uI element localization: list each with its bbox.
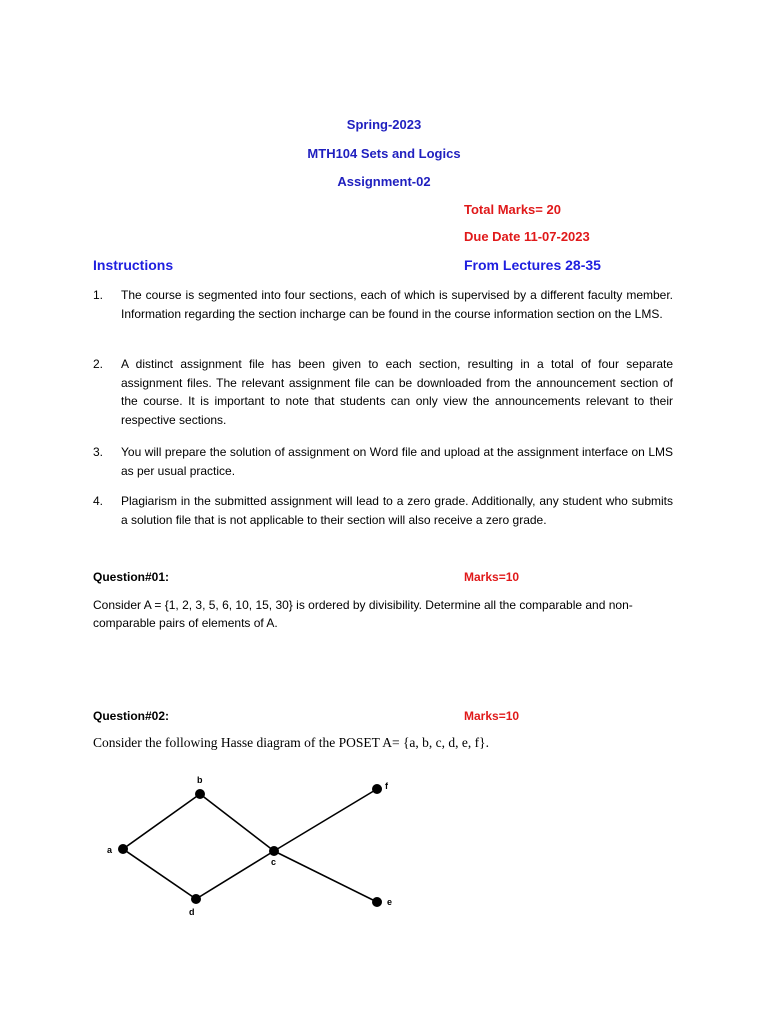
instructions-heading: Instructions [93,257,174,273]
label-b: b [197,775,203,785]
instruction-number: 1. [93,288,104,302]
course-title: MTH104 Sets and Logics [307,146,461,161]
node-a [118,844,128,854]
question1-text: Consider A = {1, 2, 3, 5, 6, 10, 15, 30} is ordered by divisibility. Determine all the comparable and non-comparable pairs of elements of A. [93,598,633,630]
edge-a-d [123,849,196,899]
label-f: f [385,781,388,791]
label-a: a [107,845,113,855]
edge-b-c [200,794,274,851]
edge-c-f [274,789,377,851]
edge-c-e [274,851,377,902]
instruction-text: You will prepare the solution of assignment on Word file and upload at the assignment interface on LMS as per usual practice. [121,445,673,478]
question2-title: Question#02: [93,709,170,723]
question2-text: Consider the following Hasse diagram of the POSET A= {a, b, c, d, e, f}. [93,735,490,750]
question2-marks: Marks=10 [464,709,520,723]
question1-marks: Marks=10 [464,570,520,584]
total-marks: Total Marks= 20 [464,202,561,217]
lectures-range: From Lectures 28-35 [464,257,601,273]
node-d [191,894,201,904]
instruction-number: 2. [93,357,104,371]
edge-a-b [123,794,200,849]
label-e: e [387,897,393,907]
instruction-text: The course is segmented into four sections, each of which is supervised by a different faculty member. Information regarding the section incharge can be found in the course information section on the LMS. [121,288,673,321]
hasse-diagram [95,765,415,935]
instruction-item [93,492,673,529]
instruction-text: Plagiarism in the submitted assignment will lead to a zero grade. Additionally, any student who submits a solution file that is not applicable to their section will also receive a zero grade. [121,494,673,527]
question1-title: Question#01: [93,570,170,584]
instruction-item [93,443,673,480]
semester-title: Spring-2023 [346,117,422,132]
node-e [372,897,382,907]
node-c [269,846,279,856]
node-f [372,784,382,794]
label-c: c [271,857,277,867]
instruction-number: 3. [93,445,104,459]
assignment-title: Assignment-02 [337,174,431,189]
instruction-number: 4. [93,494,104,508]
edge-d-c [196,851,277,899]
node-b [195,789,205,799]
instruction-text: A distinct assignment file has been given to each section, resulting in a total of four separate assignment files. The relevant assignment file can be downloaded from the announcement section of the course. It is important to note that students can only view the announcements relevant to their respective sections. [121,357,673,427]
due-date: Due Date 11-07-2023 [464,229,590,244]
label-d: d [189,907,195,917]
instruction-item [93,355,673,429]
instruction-item [93,286,673,323]
